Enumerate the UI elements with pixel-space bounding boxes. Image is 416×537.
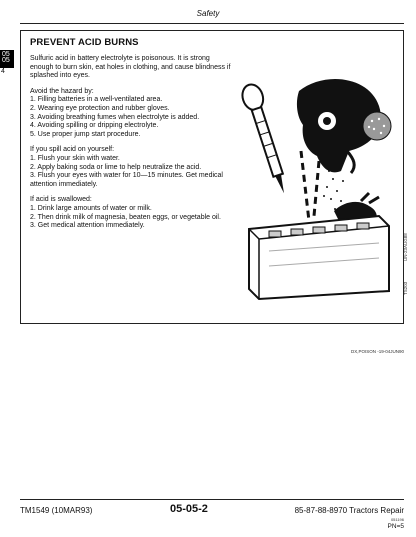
list-item: 2. Apply baking soda or lime to help neutralize the acid. xyxy=(30,163,202,171)
list-item: 3. Flush your eyes with water for 10—15 minutes. Get medical attention immediately. xyxy=(30,172,223,188)
section-tab-number: 4 xyxy=(1,68,5,75)
list-item: 1. Drink large amounts of water or milk. xyxy=(30,204,152,212)
avoid-heading: Avoid the hazard by: xyxy=(30,87,94,95)
list-item: 3. Get medical attention immediately. xyxy=(30,222,145,230)
list-item: 1. Filling batteries in a well-ventilated area. xyxy=(30,96,163,104)
list-item: 1. Flush your skin with water. xyxy=(30,154,120,162)
header-rule xyxy=(20,23,404,24)
list-item: 2. Then drink milk of magnesia, beaten eggs, or vegetable oil. xyxy=(30,213,221,221)
safety-text xyxy=(30,55,235,238)
section-tab-line-2: 05 xyxy=(2,57,10,64)
list-item: 4. Avoiding spilling or dripping electrolyte. xyxy=(30,122,159,130)
intro-paragraph: Sulfuric acid in battery electrolyte is poisonous. It is strong enough to burn skin, eat holes in clothing, and cause blindness if splashed into eyes. xyxy=(30,55,231,80)
section-tab xyxy=(0,50,14,68)
manual-id: TM1549 (10MAR93) xyxy=(20,506,93,515)
battery xyxy=(249,216,389,299)
safety-notice-box xyxy=(20,30,408,354)
page-number: 05-05-2 xyxy=(170,503,208,515)
footer-rule xyxy=(20,499,404,500)
safety-title: PREVENT ACID BURNS xyxy=(30,37,139,48)
acid-burn-illustration xyxy=(229,51,399,301)
swallow-heading: If acid is swallowed: xyxy=(30,196,92,204)
hydrometer xyxy=(239,82,293,197)
figure-id: TS203 xyxy=(403,281,408,295)
page-code: PN=5 xyxy=(387,523,404,530)
spill-list xyxy=(30,146,235,189)
spill-heading: If you spill acid on yourself: xyxy=(30,146,115,154)
footer-date: 051196 xyxy=(390,517,404,522)
list-item: 2. Wearing eye protection and rubber gloves. xyxy=(30,104,170,112)
list-item: 3. Avoiding breathing fumes when electrolyte is added. xyxy=(30,113,200,121)
swallow-list xyxy=(30,196,235,230)
avoid-hazard-list xyxy=(30,88,235,140)
list-item: 5. Use proper jump start procedure. xyxy=(30,130,141,138)
figure-code: UN-23AUG88 xyxy=(403,233,408,261)
manual-title: 85-87-88-8970 Tractors Repair xyxy=(294,506,404,515)
section-tab-line-1: 05 xyxy=(2,51,10,58)
reference-code: DX,POISON -19-04JUN90 xyxy=(351,349,405,354)
header-section-title: Safety xyxy=(196,9,220,18)
